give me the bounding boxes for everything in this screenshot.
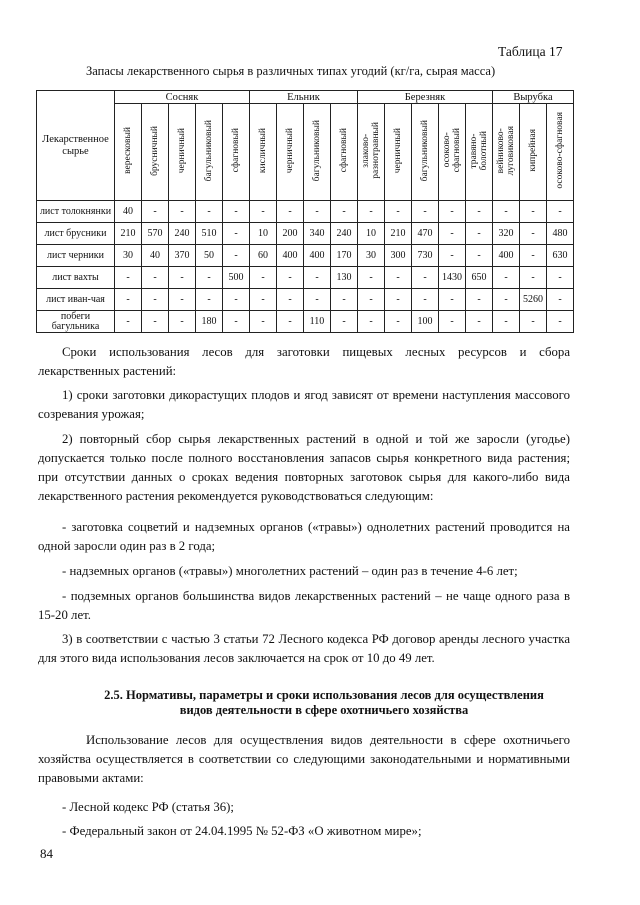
table-cell: 50 xyxy=(196,245,223,267)
table-cell: 400 xyxy=(493,245,520,267)
paragraph-hunting: Использование лесов для осуществления видов деятельности в сфере охотничьего хозяйства осуществляется в соответствии со следующими законодательными и нормативными правовыми актами: xyxy=(38,733,570,785)
table-cell: - xyxy=(493,201,520,223)
table-cell: - xyxy=(223,311,250,333)
table-cell: - xyxy=(493,267,520,289)
table-cell: - xyxy=(385,201,412,223)
table-label: Таблица 17 xyxy=(498,44,563,59)
table-cell: - xyxy=(142,201,169,223)
column-header xyxy=(412,104,439,201)
table-cell: - xyxy=(439,201,466,223)
table-cell: - xyxy=(520,223,547,245)
column-header xyxy=(439,104,466,201)
table-cell: - xyxy=(412,267,439,289)
table-row xyxy=(37,245,574,267)
column-header-label: вересковый xyxy=(123,127,133,174)
table-cell: - xyxy=(196,267,223,289)
table-cell: 210 xyxy=(115,223,142,245)
table-cell: 60 xyxy=(250,245,277,267)
table-cell: - xyxy=(223,201,250,223)
column-header xyxy=(115,104,142,201)
table-cell: - xyxy=(493,289,520,311)
table-cell: 130 xyxy=(331,267,358,289)
table-cell: - xyxy=(547,311,574,333)
table-cell: 510 xyxy=(196,223,223,245)
column-header-label: багульниковый xyxy=(312,119,322,182)
table-cell: 5260 xyxy=(520,289,547,311)
table-cell: - xyxy=(196,289,223,311)
table-cell: - xyxy=(196,201,223,223)
table-cell: - xyxy=(385,267,412,289)
table-cell: - xyxy=(412,289,439,311)
table-cell: - xyxy=(250,267,277,289)
column-header xyxy=(223,104,250,201)
table-cell: - xyxy=(466,223,493,245)
table-cell: - xyxy=(520,245,547,267)
table-cell: - xyxy=(115,267,142,289)
table-cell: 730 xyxy=(412,245,439,267)
column-header-label: вейниково- луговиковая xyxy=(496,125,516,176)
table-cell: - xyxy=(493,311,520,333)
column-header xyxy=(250,104,277,201)
row-label: лист вахты xyxy=(37,267,115,289)
table-cell: - xyxy=(439,245,466,267)
column-header-label: злаково- разнотравный xyxy=(361,122,381,179)
table-cell: 570 xyxy=(142,223,169,245)
group-header: Ельник xyxy=(250,91,358,104)
table-cell: - xyxy=(520,267,547,289)
table-cell: 170 xyxy=(331,245,358,267)
table-cell: - xyxy=(412,201,439,223)
table-cell: 370 xyxy=(169,245,196,267)
table-cell: - xyxy=(277,267,304,289)
table-cell: 10 xyxy=(250,223,277,245)
table-cell: - xyxy=(331,201,358,223)
column-header-label: кисличный xyxy=(258,127,268,174)
column-header-label: осоково- сфагновый xyxy=(442,128,462,173)
table-row xyxy=(37,311,574,333)
column-header-label: сфагновый xyxy=(339,128,349,173)
row-label: побеги багульника xyxy=(37,311,115,333)
table-cell: - xyxy=(142,267,169,289)
column-header-label: багульниковый xyxy=(420,119,430,182)
table-cell: 240 xyxy=(331,223,358,245)
table-cell: 240 xyxy=(169,223,196,245)
table-row xyxy=(37,201,574,223)
table-row xyxy=(37,223,574,245)
section-title-line: 2.5. Нормативы, параметры и сроки использования лесов для осуществления xyxy=(104,688,544,702)
column-header xyxy=(493,104,520,201)
table-cell: - xyxy=(169,289,196,311)
paragraph-item-3: 3) в соответствии с частью 3 статьи 72 Лесного кодекса РФ договор аренды лесного участка для этого вида использования лесов заключается на срок от 10 до 49 лет. xyxy=(38,632,570,665)
table-cell: - xyxy=(277,289,304,311)
column-header xyxy=(277,104,304,201)
column-header-label: кипрейная xyxy=(528,129,538,172)
table-cell: 300 xyxy=(385,245,412,267)
table-cell: 40 xyxy=(142,245,169,267)
table-cell: - xyxy=(115,311,142,333)
row-header: Лекарственное сырье xyxy=(37,91,115,201)
row-label: лист толокнянки xyxy=(37,201,115,223)
column-header xyxy=(520,104,547,201)
table-cell: 630 xyxy=(547,245,574,267)
column-header xyxy=(169,104,196,201)
table-cell: 30 xyxy=(358,245,385,267)
column-header-label: осоково-сфагновая xyxy=(555,112,565,189)
table-cell: - xyxy=(250,289,277,311)
column-header-label: черничный xyxy=(393,127,403,174)
table-cell: - xyxy=(358,289,385,311)
paragraph-line: лекарственных растений: xyxy=(38,364,177,378)
column-header-label: черничный xyxy=(177,127,187,174)
table-cell: - xyxy=(358,201,385,223)
table-cell: - xyxy=(331,311,358,333)
table-cell: 340 xyxy=(304,223,331,245)
paragraph-line: Сроки использования лесов для заготовки пищевых лесных ресурсов и сбора xyxy=(62,345,570,359)
table-cell: - xyxy=(466,201,493,223)
table-cell: - xyxy=(439,223,466,245)
table-cell: - xyxy=(142,311,169,333)
table-cell: - xyxy=(304,289,331,311)
group-header: Березняк xyxy=(358,91,493,104)
column-header-label: травяно- болотный xyxy=(469,130,489,171)
row-label: лист иван-чая xyxy=(37,289,115,311)
table-cell: 320 xyxy=(493,223,520,245)
table-cell: 200 xyxy=(277,223,304,245)
column-header-label: сфагновый xyxy=(231,128,241,173)
bullet-1: - заготовка соцветий и надземных органов («травы») однолетних растений проводится на одной заросли один раз в 2 года; xyxy=(38,520,570,553)
section-title xyxy=(38,688,610,718)
table-row xyxy=(37,267,574,289)
list-item-forest-code: - Лесной кодекс РФ (статья 36); xyxy=(62,800,234,814)
table-cell: - xyxy=(358,311,385,333)
column-header xyxy=(385,104,412,201)
column-header xyxy=(547,104,574,201)
table-cell: - xyxy=(520,201,547,223)
bullet-2: - надземных органов («травы») многолетних растений – один раз в течение 4-6 лет; xyxy=(62,564,518,578)
table-cell: 210 xyxy=(385,223,412,245)
row-label: лист брусники xyxy=(37,223,115,245)
column-header xyxy=(331,104,358,201)
table-cell: - xyxy=(169,311,196,333)
table-cell: - xyxy=(331,289,358,311)
table-cell: 100 xyxy=(412,311,439,333)
column-header-label: багульниковый xyxy=(204,119,214,182)
table-cell: 650 xyxy=(466,267,493,289)
table-cell: - xyxy=(547,289,574,311)
table-cell: - xyxy=(520,311,547,333)
table-cell: 480 xyxy=(547,223,574,245)
column-header xyxy=(142,104,169,201)
table-cell: 470 xyxy=(412,223,439,245)
row-label: лист черники xyxy=(37,245,115,267)
table-cell: - xyxy=(466,289,493,311)
medicinal-stock-table xyxy=(36,90,574,333)
table-cell: 30 xyxy=(115,245,142,267)
column-header-label: брусничный xyxy=(150,125,160,176)
page-number: 84 xyxy=(40,846,53,861)
table-cell: 180 xyxy=(196,311,223,333)
bullet-3: - подземных органов большинства видов лекарственных растений – не чаще одного раза в 15-20 лет. xyxy=(38,589,570,622)
group-header: Сосняк xyxy=(115,91,250,104)
table-cell: - xyxy=(466,245,493,267)
column-header xyxy=(304,104,331,201)
table-row xyxy=(37,289,574,311)
table-cell: - xyxy=(439,311,466,333)
table-cell: - xyxy=(385,311,412,333)
table-cell: - xyxy=(115,289,142,311)
table-cell: 400 xyxy=(277,245,304,267)
table-cell: 500 xyxy=(223,267,250,289)
column-header xyxy=(358,104,385,201)
table-caption: Запасы лекарственного сырья в различных типах угодий (кг/га, сырая масса) xyxy=(86,64,496,78)
table-cell: - xyxy=(223,245,250,267)
group-header: Вырубка xyxy=(493,91,574,104)
table-cell: - xyxy=(223,223,250,245)
table-cell: - xyxy=(385,289,412,311)
paragraph-item-2: 2) повторный сбор сырья лекарственных растений в одной и той же заросли (угодье) допускается только после полного восстановления запасов сырья конкретного вида растения; при отсутствии данных о сроках ведения повторных заготовок сырья для какого-либо вида лекарственного растения рекомендуется руководствоваться следующим: xyxy=(38,432,570,503)
table-cell: 10 xyxy=(358,223,385,245)
paragraph-intro xyxy=(38,343,570,381)
column-header xyxy=(466,104,493,201)
table-cell: - xyxy=(142,289,169,311)
table-cell: - xyxy=(277,201,304,223)
table-cell: - xyxy=(169,201,196,223)
table-cell: - xyxy=(223,289,250,311)
table-cell: - xyxy=(277,311,304,333)
table-cell: - xyxy=(250,311,277,333)
table-cell: - xyxy=(439,289,466,311)
table-cell: 110 xyxy=(304,311,331,333)
paragraph-item-1: 1) сроки заготовки дикорастущих плодов и ягод зависят от времени наступления массового созревания урожая; xyxy=(38,388,570,421)
section-title-line: видов деятельности в сфере охотничьего хозяйства xyxy=(179,703,469,717)
table-cell: - xyxy=(358,267,385,289)
column-header-label: черничный xyxy=(285,127,295,174)
table-cell: - xyxy=(547,267,574,289)
table-cell: - xyxy=(304,201,331,223)
table-cell: - xyxy=(304,267,331,289)
table-cell: 40 xyxy=(115,201,142,223)
table-cell: - xyxy=(547,201,574,223)
list-item-wildlife-law: - Федеральный закон от 24.04.1995 № 52-ФЗ «О животном мире»; xyxy=(62,824,422,838)
table-cell: - xyxy=(250,201,277,223)
column-header xyxy=(196,104,223,201)
table-cell: 400 xyxy=(304,245,331,267)
table-cell: - xyxy=(466,311,493,333)
table-cell: - xyxy=(169,267,196,289)
table-cell: 1430 xyxy=(439,267,466,289)
